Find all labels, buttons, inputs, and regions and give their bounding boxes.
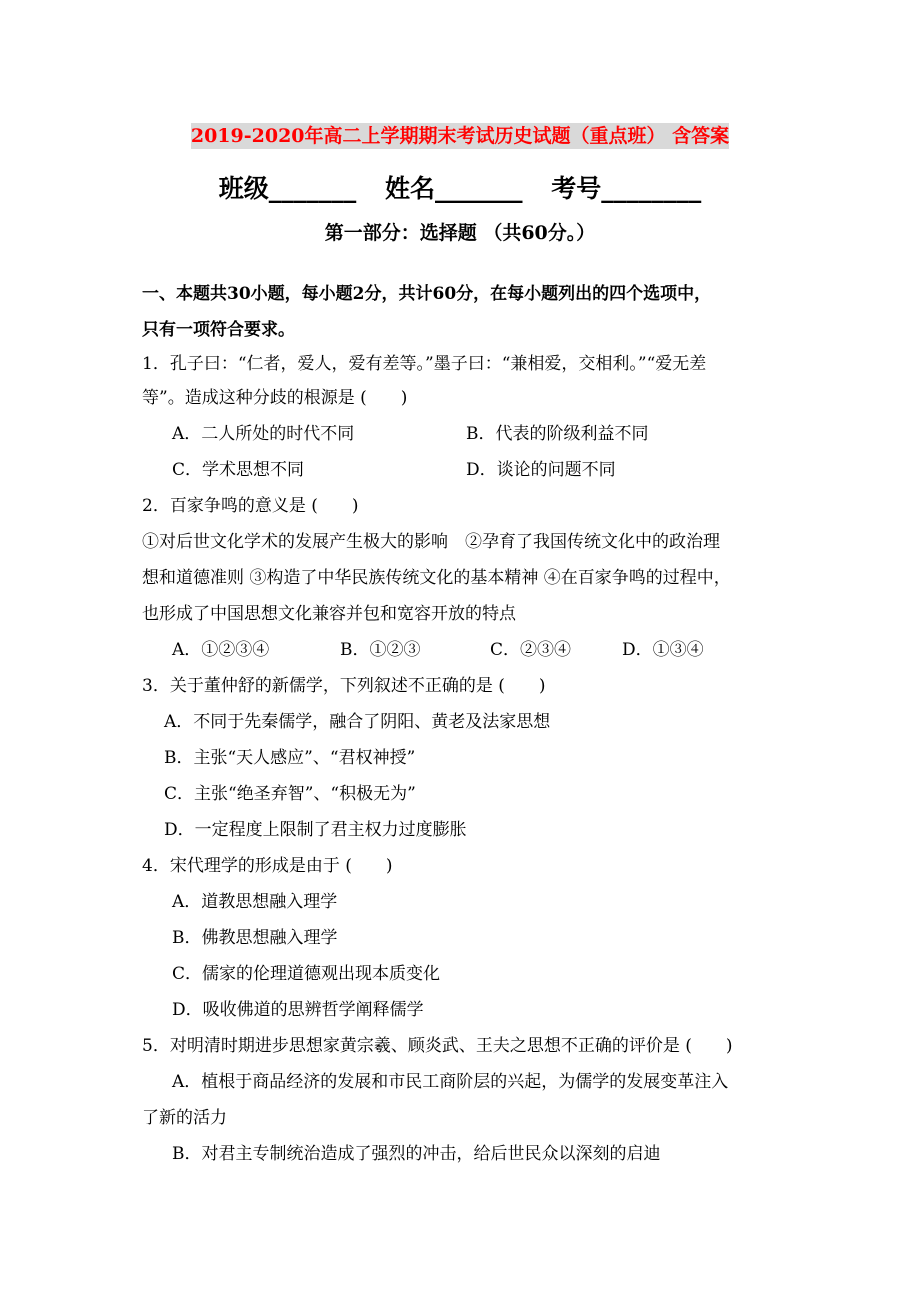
name-field: 姓名_______ — [384, 174, 523, 203]
exam-number-field: 考号________ — [551, 174, 702, 203]
q2-option-c: C．②③④ — [490, 640, 572, 660]
q3-option-b: B．主张“天人感应”、“君权神授” — [164, 748, 416, 768]
q2-option-b: B．①②③ — [340, 640, 421, 660]
q5-stem: 5．对明清时期进步思想家黄宗羲、顾炎武、王夫之思想不正确的评价是 ( ) — [142, 1036, 733, 1056]
section-instructions — [142, 276, 792, 348]
q4-option-a: A．道教思想融入理学 — [172, 892, 338, 912]
q5-option-a-line-2: 了新的活力 — [142, 1108, 227, 1128]
instructions-line-2: 只有一项符合要求。 — [142, 320, 295, 340]
q3-stem: 3．关于董仲舒的新儒学，下列叙述不正确的是 ( ) — [142, 676, 546, 696]
q3-option-c: C．主张“绝圣弃智”、“积极无为” — [164, 784, 416, 804]
exam-title — [0, 121, 920, 148]
class-field: 班级_______ — [218, 174, 357, 203]
q2-statement-line-1: ①对后世文化学术的发展产生极大的影响 ②孕育了我国传统文化中的政治理 — [142, 532, 720, 552]
q3-option-a: A．不同于先秦儒学，融合了阴阳、黄老及法家思想 — [164, 712, 551, 732]
q1-stem-line-1: 1．孔子曰：“仁者，爱人，爱有差等。”墨子曰：“兼相爱，交相利。”“爱无差 — [142, 354, 707, 374]
q4-option-b: B．佛教思想融入理学 — [172, 928, 338, 948]
student-info-row — [0, 169, 920, 205]
q2-option-a: A．①②③④ — [172, 640, 270, 660]
q5-option-a-line-1: A．植根于商品经济的发展和市民工商阶层的兴起，为儒学的发展变革注入 — [172, 1072, 729, 1092]
q2-statement-line-2: 想和道德准则 ③构造了中华民族传统文化的基本精神 ④在百家争鸣的过程中， — [142, 568, 731, 588]
instructions-line-1: 一、本题共30小题，每小题2分，共计60分，在每小题列出的四个选项中， — [142, 284, 712, 304]
q1-option-b: B．代表的阶级利益不同 — [466, 424, 649, 444]
q1-option-c: C．学术思想不同 — [172, 460, 305, 480]
q4-option-d: D．吸收佛道的思辨哲学阐释儒学 — [172, 1000, 424, 1020]
q4-stem: 4．宋代理学的形成是由于 ( ) — [142, 856, 393, 876]
q2-option-d: D．①③④ — [622, 640, 704, 660]
q1-stem-line-2: 等”。造成这种分歧的根源是 ( ) — [142, 388, 408, 408]
q3-option-d: D．一定程度上限制了君主权力过度膨胀 — [164, 820, 467, 840]
q5-option-b: B．对君主专制统治造成了强烈的冲击，给后世民众以深刻的启迪 — [172, 1144, 661, 1164]
q2-statement-line-3: 也形成了中国思想文化兼容并包和宽容开放的特点 — [142, 604, 516, 624]
q1-option-d: D．谈论的问题不同 — [466, 460, 616, 480]
part-heading: 第一部分：选择题 （共60分。） — [324, 222, 596, 244]
q1-option-a: A．二人所处的时代不同 — [172, 424, 355, 444]
q4-option-c: C．儒家的伦理道德观出现本质变化 — [172, 964, 441, 984]
q2-stem: 2．百家争鸣的意义是 ( ) — [142, 496, 359, 516]
exam-title-text: 2019-2020年高二上学期期末考试历史试题（重点班） 含答案 — [190, 125, 730, 147]
